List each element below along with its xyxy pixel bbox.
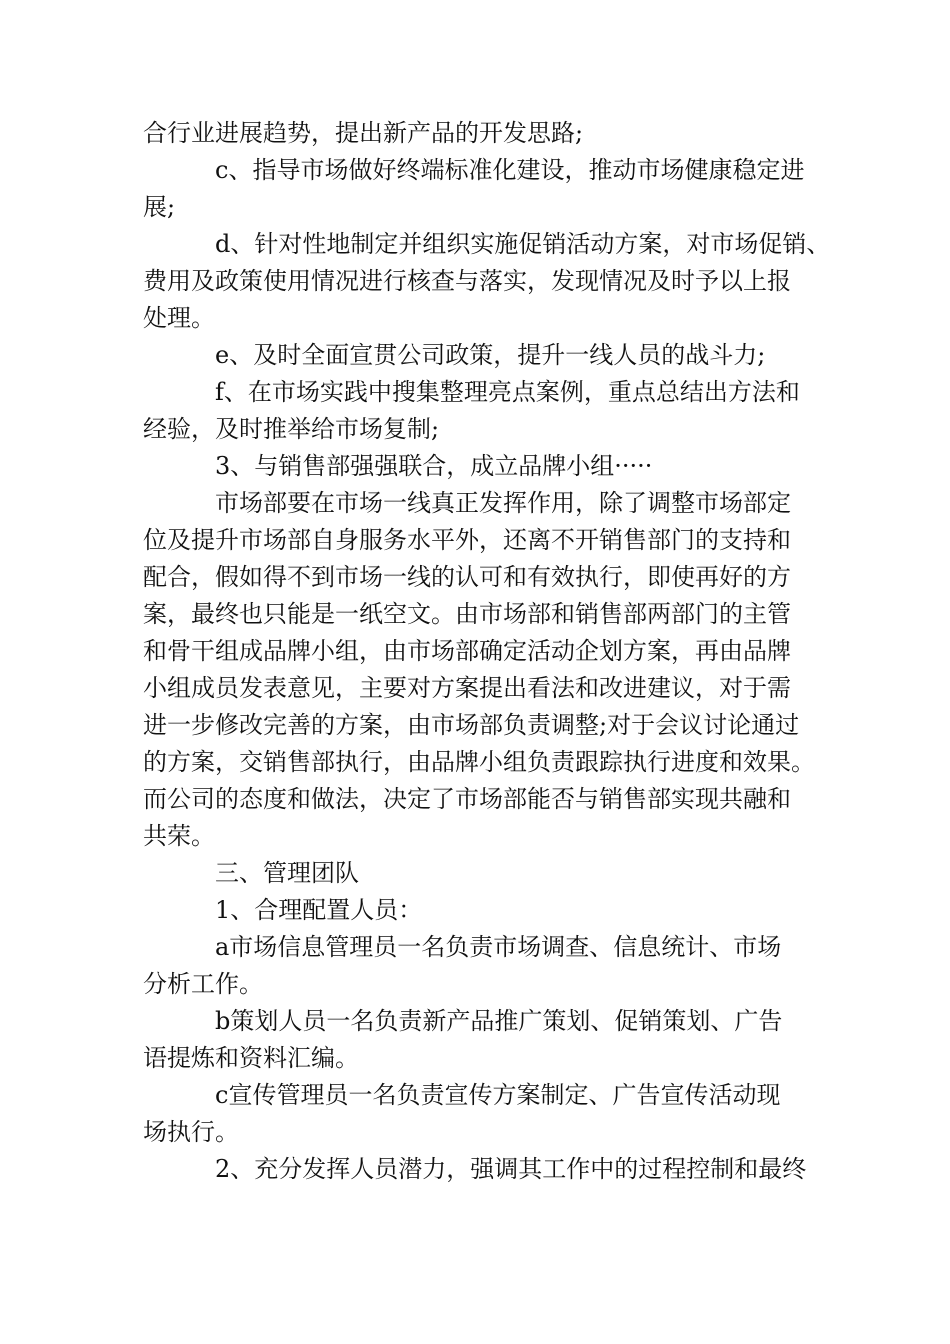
section-heading: 3、与销售部强强联合，成立品牌小组····· xyxy=(215,452,653,480)
text-line: 合行业进展趋势，提出新产品的开发思路; xyxy=(143,119,584,147)
text-line: 展; xyxy=(143,193,176,221)
text-line: a市场信息管理员一名负责市场调查、信息统计、市场 xyxy=(215,933,782,961)
text-line: 小组成员发表意见，主要对方案提出看法和改进建议，对于需 xyxy=(143,674,791,702)
text-line: 案，最终也只能是一纸空文。由市场部和销售部两部门的主管 xyxy=(143,600,791,628)
text-line: 语提炼和资料汇编。 xyxy=(143,1044,359,1072)
text-line: 而公司的态度和做法，决定了市场部能否与销售部实现共融和 xyxy=(143,785,791,813)
text-line: 费用及政策使用情况进行核查与落实，发现情况及时予以上报 xyxy=(143,267,791,295)
section-heading: 三、管理团队 xyxy=(215,859,359,887)
text-line: d、针对性地制定并组织实施促销活动方案，对市场促销、 xyxy=(215,230,831,258)
text-line: 的方案，交销售部执行，由品牌小组负责跟踪执行进度和效果。 xyxy=(143,748,815,776)
text-line: 进一步修改完善的方案，由市场部负责调整;对于会议讨论通过 xyxy=(143,711,800,739)
text-line: 分析工作。 xyxy=(143,970,263,998)
text-line: 2、充分发挥人员潜力，强调其工作中的过程控制和最终 xyxy=(215,1155,807,1183)
text-line: 共荣。 xyxy=(143,822,215,850)
text-line: 场执行。 xyxy=(143,1118,239,1146)
text-line: 配合，假如得不到市场一线的认可和有效执行，即使再好的方 xyxy=(143,563,791,591)
text-line: 位及提升市场部自身服务水平外，还离不开销售部门的支持和 xyxy=(143,526,791,554)
text-line: 和骨干组成品牌小组，由市场部确定活动企划方案，再由品牌 xyxy=(143,637,791,665)
text-line: e、及时全面宣贯公司政策，提升一线人员的战斗力; xyxy=(215,341,766,369)
text-line: c宣传管理员一名负责宣传方案制定、广告宣传活动现 xyxy=(215,1081,781,1109)
text-line: c、指导市场做好终端标准化建设，推动市场健康稳定进 xyxy=(215,156,805,184)
text-line: 经验，及时推举给市场复制; xyxy=(143,415,440,443)
text-line: 市场部要在市场一线真正发挥作用，除了调整市场部定 xyxy=(215,489,791,517)
text-line: b策划人员一名负责新产品推广策划、促销策划、广告 xyxy=(215,1007,783,1035)
text-line: f、在市场实践中搜集整理亮点案例，重点总结出方法和 xyxy=(215,378,800,406)
text-line: 处理。 xyxy=(143,304,215,332)
subsection-heading: 1、合理配置人员： xyxy=(215,896,423,924)
